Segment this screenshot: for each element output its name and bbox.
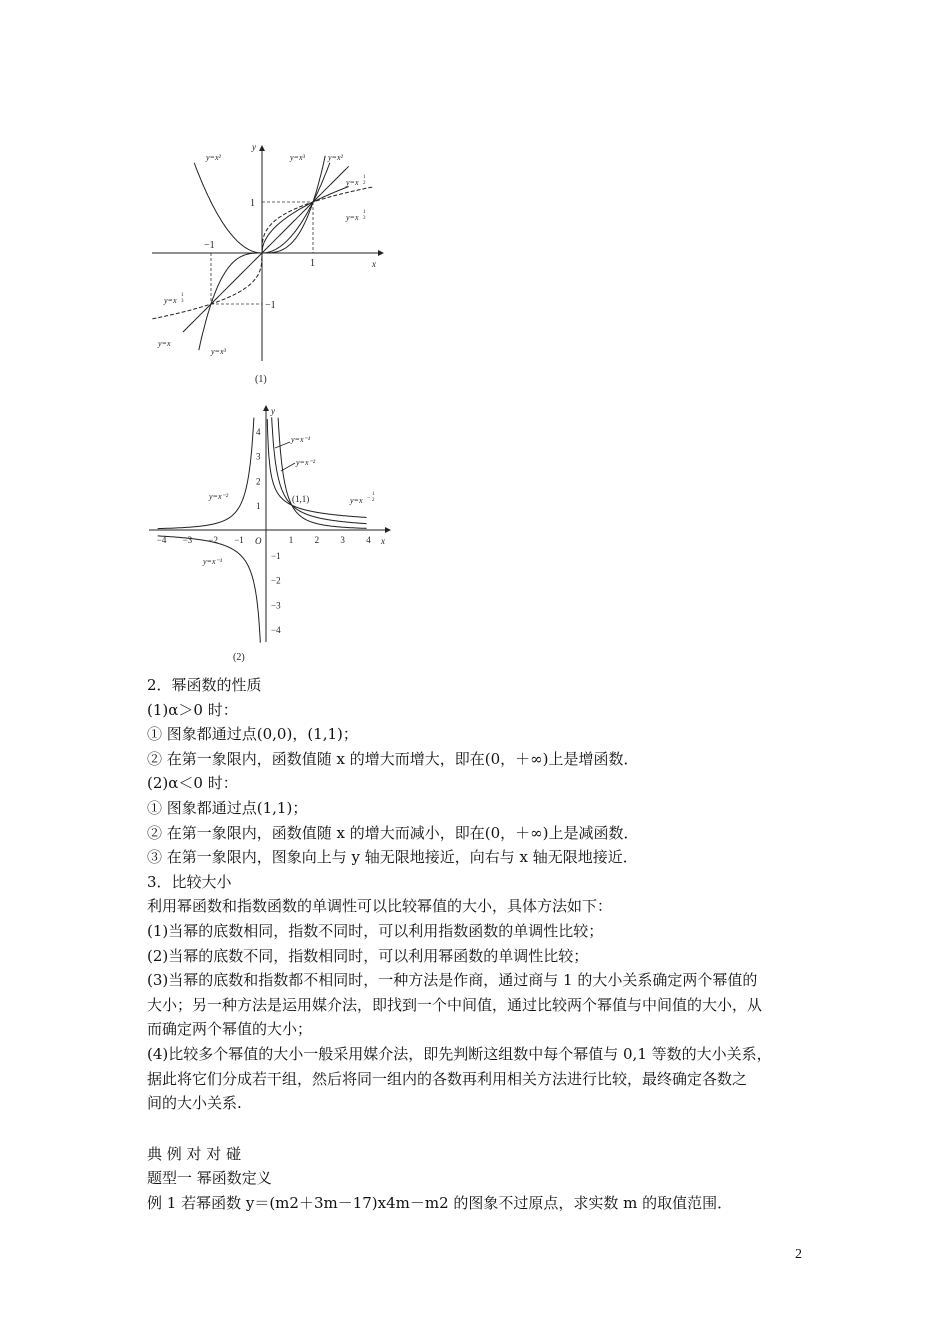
figure1-tick-neg1y: −1 — [265, 300, 276, 311]
figure1-label-x: y=x — [158, 339, 171, 348]
text-line: 题型一 幂函数定义 — [147, 1169, 272, 1188]
figure2-y-ticks — [256, 427, 281, 635]
figure2-x-tick-label: 3 — [340, 535, 345, 545]
figure2-curve-x-inverse-square — [158, 418, 367, 529]
figure2-label-xmhalf: y=x — [350, 496, 363, 505]
figure2-y-tick-label: 3 — [256, 451, 261, 462]
figure2-y-tick-label: −1 — [271, 550, 281, 561]
figure1-label-xthird-exp: 1 — [363, 210, 366, 215]
figure1-label-x2-left: y=x² — [206, 153, 221, 162]
figure1-caption: (1) — [255, 374, 267, 385]
figure1-label-xthird-exp2: 3 — [363, 216, 366, 221]
figure1-y-label: y — [252, 142, 256, 152]
figure1-label-xthird-left-exp: 1 — [181, 293, 184, 298]
paragraph-gap — [147, 1116, 817, 1142]
figure2-x-tick-label: 1 — [288, 535, 294, 545]
figure1-label-xthird: y=x — [346, 213, 359, 222]
figure2-y-tick-label: −3 — [271, 600, 281, 611]
text-line: ② 在第一象限内，函数值随 x 的增大而减小，即在(0，＋∞)上是减函数． — [147, 823, 639, 842]
figure1-label-x3-bottom: y=x³ — [211, 347, 226, 356]
figure2-y-tick-label: −4 — [271, 625, 281, 636]
text-line: ① 图象都通过点(1,1)； — [147, 798, 308, 817]
figure2-pointer-xm2 — [281, 463, 295, 471]
figure2-x-tick-label: −2 — [208, 535, 218, 545]
figure2-label-xmhalf-den: 2 — [372, 498, 375, 503]
text-line: 典 例 对 对 碰 — [147, 1144, 242, 1163]
text-line: ② 在第一象限内，函数值随 x 的增大而增大，即在(0，＋∞)上是增函数． — [147, 749, 639, 768]
text-line: (4)比较多个幂值的大小一般采用媒介法，即先判断这组数中每个幂值与 0,1 等数的大小关系， — [147, 1044, 772, 1063]
figure2-y-tick-label: 4 — [256, 426, 261, 437]
figure2-y-label: y — [271, 406, 275, 416]
text-line: 据此将它们分成若干组，然后将同一组内的各数再利用相关方法进行比较，最终确定各数之 — [147, 1069, 748, 1088]
figure2-label-xmhalf-num: 1 — [372, 492, 375, 497]
figure2-label-xm1-bottom: y=x⁻¹ — [203, 557, 223, 566]
text-line: 而确定两个幂值的大小； — [147, 1020, 313, 1039]
text-line: 间的大小关系. — [147, 1094, 242, 1113]
text-line: (2)当幂的底数不同，指数相同时，可以利用幂函数的单调性比较； — [147, 946, 589, 965]
text-line: 3．比较大小 — [147, 872, 232, 891]
figure1-label-xthird-left: y=x — [164, 296, 177, 305]
text-line: 利用幂函数和指数函数的单调性可以比较幂值的大小，具体方法如下： — [147, 897, 613, 916]
text-line: (1)α＞0 时： — [147, 700, 238, 719]
text-line: 例 1 若幂函数 y＝(m2＋3m－17)x4m－m2 的图象不过原点，求实数 m 的取值范围． — [147, 1193, 733, 1212]
figure2-label-xmhalf-sign: − — [367, 495, 371, 501]
figure2-origin-label: O — [255, 536, 262, 546]
figure1-label-xhalf-exp2: 2 — [363, 181, 366, 186]
text-line: 2．幂函数的性质 — [147, 676, 262, 694]
figure1-tick-1y: 1 — [250, 198, 255, 209]
figure2-y-tick-label: −2 — [271, 575, 281, 586]
page-number: 2 — [795, 1247, 802, 1262]
figure-power-functions-negative — [145, 402, 405, 664]
figure1-svg — [150, 140, 410, 395]
figure1-label-x2-right: y=x² — [328, 153, 343, 162]
text-line: 大小；另一种方法是运用媒介法，即找到一个中间值，通过比较两个幂值与中间值的大小，从 — [147, 995, 763, 1014]
figure2-svg — [145, 402, 405, 664]
properties-text — [147, 673, 817, 1215]
figure-power-functions-positive — [150, 140, 410, 395]
figure1-curve-x-half — [262, 187, 349, 254]
figure2-x-ticks — [157, 535, 371, 545]
figure1-tick-1x: 1 — [310, 258, 315, 269]
figure2-label-xm2-left: y=x⁻² — [209, 492, 229, 501]
figure2-x-tick-label: −4 — [156, 535, 167, 545]
text-line: ① 图象都通过点(0,0)，(1,1)； — [147, 725, 358, 744]
figure2-label-xm2-top: y=x⁻² — [296, 458, 316, 467]
figure2-x-label: x — [381, 536, 385, 546]
figure2-y-tick-label: 1 — [256, 501, 261, 512]
figure1-label-x3-top: y=x³ — [290, 153, 305, 162]
figure2-pointer-xm1 — [275, 442, 290, 448]
figure1-label-xthird-left-exp2: 3 — [181, 299, 184, 304]
figure1-label-xhalf: y=x — [346, 178, 359, 187]
figure2-x-tick-label: −3 — [182, 535, 193, 545]
figure2-x-tick-label: −1 — [234, 535, 244, 545]
figure2-y-tick-label: 2 — [256, 476, 261, 487]
text-line: ③ 在第一象限内，图象向上与 y 轴无限地接近，向右与 x 轴无限地接近． — [147, 848, 638, 867]
figure1-label-xhalf-exp: 1 — [363, 175, 366, 180]
figure1-tick-neg1x: −1 — [204, 240, 215, 251]
text-line: (1)当幂的底数相同，指数不同时，可以利用指数函数的单调性比较； — [147, 921, 604, 940]
figure2-x-tick-label: 2 — [314, 535, 320, 545]
figure2-x-tick-label: 4 — [366, 535, 371, 545]
text-line: (2)α＜0 时： — [147, 774, 238, 793]
figure2-point-label: (1,1) — [292, 494, 310, 504]
figure1-x-label: x — [372, 259, 376, 269]
figure2-label-xm1-top: y=x⁻¹ — [291, 435, 311, 444]
text-line: (3)当幂的底数和指数都不相同时，一种方法是作商，通过商与 1 的大小关系确定两个幂值的 — [147, 971, 758, 990]
figure2-caption: (2) — [233, 652, 245, 663]
